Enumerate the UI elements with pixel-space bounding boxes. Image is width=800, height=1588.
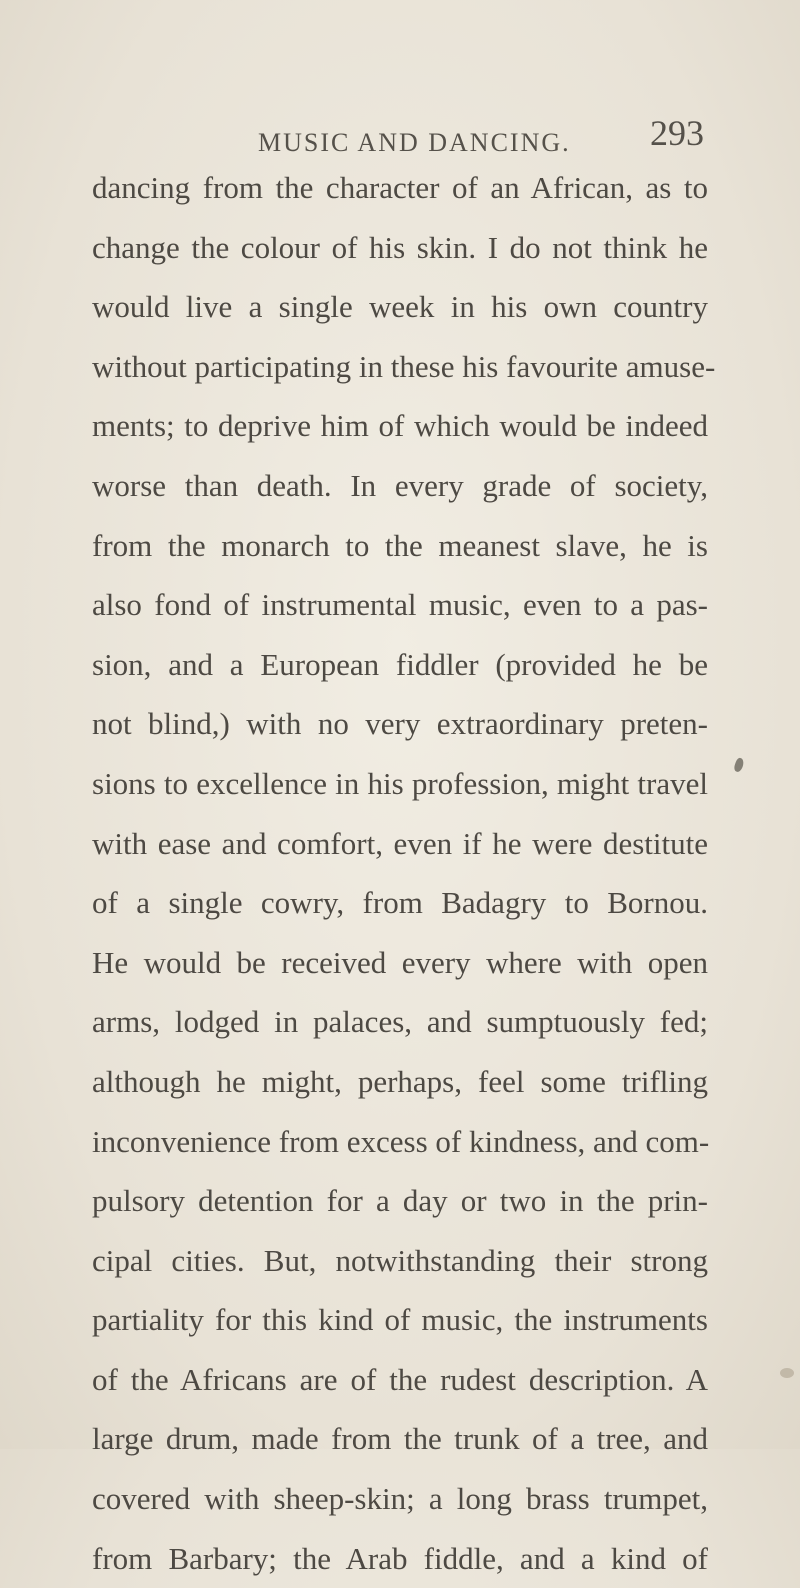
text-line: He would be received every where with open: [92, 944, 708, 980]
text-line: not blind,) with no very extraordinary preten-: [92, 706, 708, 742]
text-line: cipal cities. But, notwithstanding their strong: [92, 1242, 708, 1278]
text-line: arms, lodged in palaces, and sumptuously fed;: [92, 1004, 708, 1040]
text-line: without participating in these his favourite amuse-: [92, 348, 716, 384]
text-line: large drum, made from the trunk of a tree, and: [92, 1421, 708, 1457]
ink-blot-mark: [733, 757, 745, 773]
body-text: [92, 158, 716, 1588]
paper-stain-mark: [780, 1368, 794, 1378]
text-line: with ease and comfort, even if he were destitute: [92, 825, 708, 861]
text-line: change the colour of his skin. I do not think he: [92, 229, 708, 265]
text-line: would live a single week in his own country: [92, 289, 708, 325]
text-line: worse than death. In every grade of society,: [92, 467, 708, 503]
text-line: sion, and a European fiddler (provided he be: [92, 646, 708, 682]
text-line: dancing from the character of an African, as to: [92, 170, 708, 205]
text-line: inconvenience from excess of kindness, and com-: [92, 1123, 710, 1159]
text-line: from Barbary; the Arab fiddle, and a kind of: [92, 1540, 708, 1576]
text-line: covered with sheep-skin; a long brass trumpet,: [92, 1481, 708, 1517]
text-line: of the Africans are of the rudest description. A: [92, 1361, 708, 1397]
text-line: partiality for this kind of music, the instruments: [92, 1302, 708, 1338]
text-line: from the monarch to the meanest slave, he is: [92, 527, 708, 563]
running-head: MUSIC AND DANCING.: [258, 128, 571, 157]
text-line: although he might, perhaps, feel some trifling: [92, 1063, 708, 1099]
text-line: pulsory detention for a day or two in the prin-: [92, 1183, 708, 1219]
text-line: also fond of instrumental music, even to a pas-: [92, 587, 708, 623]
text-line: of a single cowry, from Badagry to Bornou.: [92, 885, 708, 921]
text-line: sions to excellence in his profession, might travel: [92, 765, 708, 801]
page-number: 293: [650, 113, 704, 153]
text-line: ments; to deprive him of which would be indeed: [92, 408, 708, 444]
